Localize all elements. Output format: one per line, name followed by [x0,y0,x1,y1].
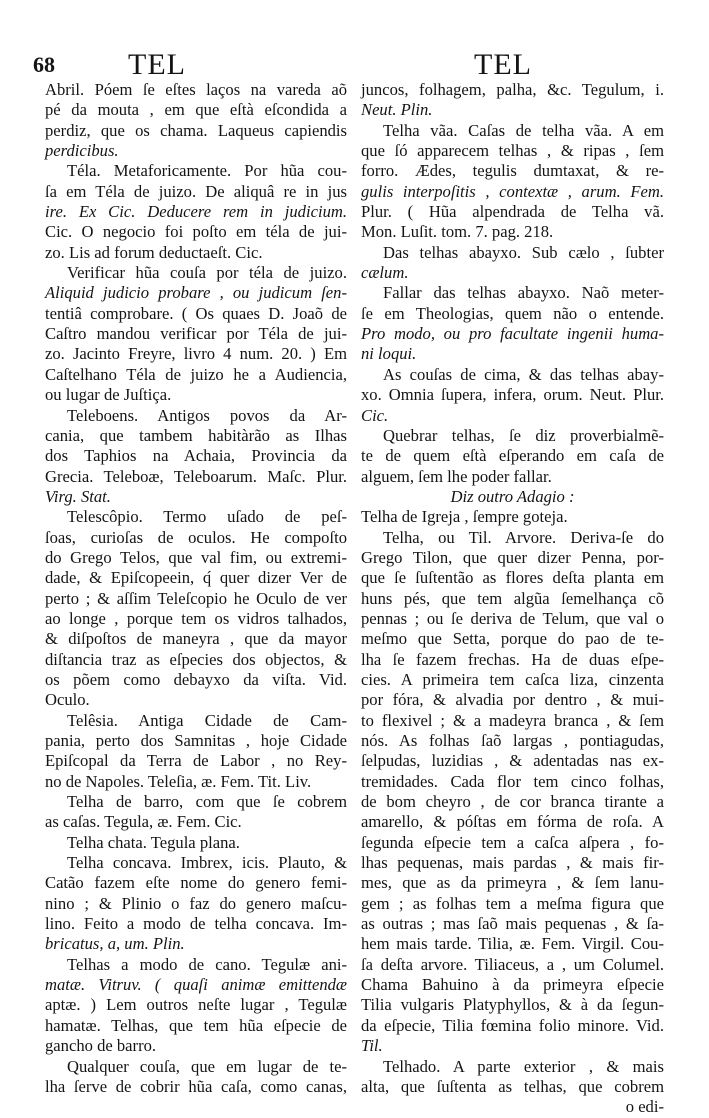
text-line: lino. Feito a modo de telha concava. Im- [45,914,347,934]
text-line: Mon. Luſit. tom. 7. pag. 218. [361,222,554,242]
text-line: Epiſcopal da Terra de Labor , no Rey- [45,751,347,771]
text-line: matæ. Vitruv. ( quaſi animæ emittendæ [45,975,347,995]
right-column [361,80,664,1118]
text-line: juncos, folhagem, palha, &c. Tegulum, i. [361,80,664,99]
text-line: dade, & Epiſcopeein, q́ quer dizer Ver de [45,568,347,588]
text-line: lha ſerve de cobrir hũa caſa, como canas, [45,1076,347,1096]
text-line: As couſas de cima, & das telhas abay- [383,364,664,384]
text-line: Verificar hũa couſa por téla de juizo. [67,263,347,283]
text-line: tremidades. Cada flor tem cinco folhas, [361,771,664,791]
running-head-right: TEL [474,48,532,81]
text-line: ſelpudas, luzidias , & adentadas nas ex- [361,751,664,771]
text-line: Das telhas abayxo. Sub cælo , ſubter [383,242,664,262]
text-line: perdicibus. [45,141,119,161]
text-line: ou lugar de Juſtiça. [45,385,172,405]
text-line: meſmo que Setta, porque do pao de te- [361,629,664,649]
text-line: Telha de Igreja , ſempre goteja. [361,507,568,527]
text-line: Telhas a modo de cano. Tegulæ ani- [67,954,347,974]
text-line: ſa deſta arvore. Tiliaceus, a , um Columel. [361,954,664,974]
text-line: lha ſe fazem frechas. Ha de duas eſpe- [361,649,664,669]
text-line: Neut. Plin. [361,100,433,120]
text-line: Aliquid judicio probare , ou judicum ſen- [45,283,347,303]
text-line: Chama Bahuino à da primeyra eſpecie [361,975,664,995]
text-line: zo. Jacinto Freyre, livro 4 num. 20. ) Em [45,344,347,364]
text-line: Telhado. A parte exterior , & mais [383,1056,664,1076]
text-line: gulis interpoſitis , contextæ , arum. Fem. [361,181,664,201]
running-head-left: TEL [128,48,186,81]
text-line: por fóra, & alvadia por dentro , & mui- [361,690,664,710]
text-line: zo. Lis ad forum deductaeſt. Cic. [45,242,263,262]
text-line: Telescôpio. Termo uſado de peſ- [67,507,347,527]
text-line: do Grego Telos, que val fim, ou extremi- [45,547,347,567]
text-line: pennas ; ou ſe deriva de Telum, que val o [361,608,664,628]
text-line: perto ; & aſſim Teleſcopio he Oculo de ver [45,588,347,608]
text-line: que ſe ſuſtentão as flores deſta planta em [361,568,664,588]
text-line: Cic. O negocio foi poſto em téla de jui- [45,222,347,242]
text-line: de bom cheyro , de cor branca tirante a [361,792,664,812]
text-line: aptæ. ) Lem outros neſte lugar , Tegulæ [45,995,347,1015]
text-line: cania, que tambem habitàrão as Ilhas [45,425,347,445]
text-line: ſoas, curioſas de oculos. He compoſto [45,527,347,547]
text-line: no de Napoles. Teleſia, æ. Fem. Tit. Liv. [45,771,312,791]
text-line: cælum. [361,263,409,283]
text-line: Telha, ou Til. Arvore. Deriva-ſe do [383,527,664,547]
text-line: Fallar das telhas abayxo. Naõ meter- [383,283,664,303]
text-line: diſtancia traz as eſpecies dos objectos, & [45,649,347,669]
text-line: Virg. Stat. [45,486,111,506]
text-line: ire. Ex Cic. Deducere rem in judicium. [45,202,347,222]
text-line: to flexivel ; & a madeyra branca , & ſem [361,710,664,730]
text-line: Grecia. Teleboæ, Teleboarum. Maſc. Plur. [45,466,347,486]
text-line: mes, que as da primeyra , & ſem lanu- [361,873,664,893]
text-line: Telêsia. Antiga Cidade de Cam- [67,710,347,730]
text-line: Qualquer couſa, que em lugar de te- [67,1056,347,1076]
text-line: forro. Ædes, tegulis dumtaxat, & re- [361,161,664,181]
text-line: Tilia vulgaris Platyphyllos, & à da ſegun- [361,995,664,1015]
text-line: os põem como debayxo da viſta. Vid. [45,669,347,689]
text-line: Abril. Póem ſe eſtes laços na vareda aõ [45,80,347,99]
text-line: nós. As folhas ſaõ largas , pontiagudas, [361,731,664,750]
text-line: Teleboens. Antigos povos da Ar- [67,405,347,425]
text-line: Caſtro mandou verificar por Téla de jui- [45,324,347,344]
text-line: ſegunda eſpecie tem a caſca aſpera , fo- [361,832,664,852]
text-line: Diz outro Adagio : [450,486,575,506]
text-line: Telha vãa. Caſas de telha vãa. A em [383,120,664,140]
text-line: cies. A primeira tem caſca liza, cinzenta [361,669,664,689]
page-number: 68 [33,52,55,77]
text-line: Cic. [361,405,389,425]
text-line: Telha de barro, com que ſe cobrem [67,792,347,812]
text-line: Til. [361,1036,383,1056]
text-line: alta, que ſuſtenta as telhas, que cobrem [361,1076,664,1096]
text-line: as outras ; mas ſaõ mais pequenas , & ſa- [361,914,664,934]
text-line: huns pés, que tem algũa ſemelhança cõ [361,588,664,608]
text-line: gancho de barro. [45,1036,157,1056]
text-line: Telha concava. Imbrex, icis. Plauto, & [67,853,347,873]
text-line: da eſpecie, Tilia fœmina folio minore. Vid. [361,1015,664,1035]
text-line: que ſó apparecem telhas , & ripas , ſem [361,141,664,161]
text-line: Catão fazem eſte nome do genero femi- [45,873,347,893]
text-line: Pro modo, ou pro facultate ingenii huma- [361,324,664,344]
text-line: Caſtelhano Téla de juizo he a Audiencia, [45,364,347,384]
text-line: Oculo. [45,690,90,710]
text-line: tentiâ comprobare. ( Os quaes D. Joaõ de [45,303,347,323]
text-line: & diſpoſtos de maneyra , que da mayor [45,629,347,649]
text-line: amarello, & póſtas em fórma de roſa. A [361,812,664,832]
text-line: ſe em Theologias, quem não o entende. [361,303,664,323]
text-line: nino ; & Plinio o faz do genero maſcu- [45,893,347,913]
text-line: Telha chata. Tegula plana. [67,832,240,852]
text-line: te de quem eſtà eſperando em caſa de [361,446,664,466]
text-line: hamatæ. Telhas, que tem hũa eſpecie de [45,1015,347,1035]
text-line: hem mais tarde. Tilia, æ. Fem. Virgil. Cou- [361,934,664,954]
text-line: Plur. ( Hũa alpendrada de Telha vã. [361,202,664,222]
text-line: xo. Omnia ſupera, infera, orum. Neut. Plur. [361,385,664,405]
text-line: ao longe , porque tem os vidros talhados, [45,608,347,628]
text-line: gem ; as folhas tem a meſma figura que [361,893,664,913]
page-header [0,44,709,84]
text-line: ni loqui. [361,344,417,364]
text-line: Téla. Metaforicamente. Por hũa cou- [67,161,347,181]
text-line: as caſas. Tegula, æ. Fem. Cic. [45,812,242,832]
text-line: dos Taphios na Achaia, Provincia da [45,446,347,466]
text-line: bricatus, a, um. Plin. [45,934,185,954]
left-column [45,80,347,1097]
text-line: alguem, ſem lhe poder fallar. [361,466,552,486]
text-line: lhas pequenas, mais pardas , & mais fir- [361,853,664,873]
text-line: perdiz, que os chama. Laqueus capiendis [45,120,347,140]
text-line: pania, perto dos Samnitas , hoje Cidade [45,731,347,750]
text-line: ſa em Téla de juizo. De aliquâ re in jus [45,181,347,201]
text-line: pé da mouta , em que eſtà eſcondida a [45,100,347,120]
text-line: Grego Tilon, que quer dizer Penna, por- [361,547,664,567]
text-line: Quebrar telhas, ſe diz proverbialmẽ- [383,425,664,445]
text-line: o edi- [625,1097,664,1117]
